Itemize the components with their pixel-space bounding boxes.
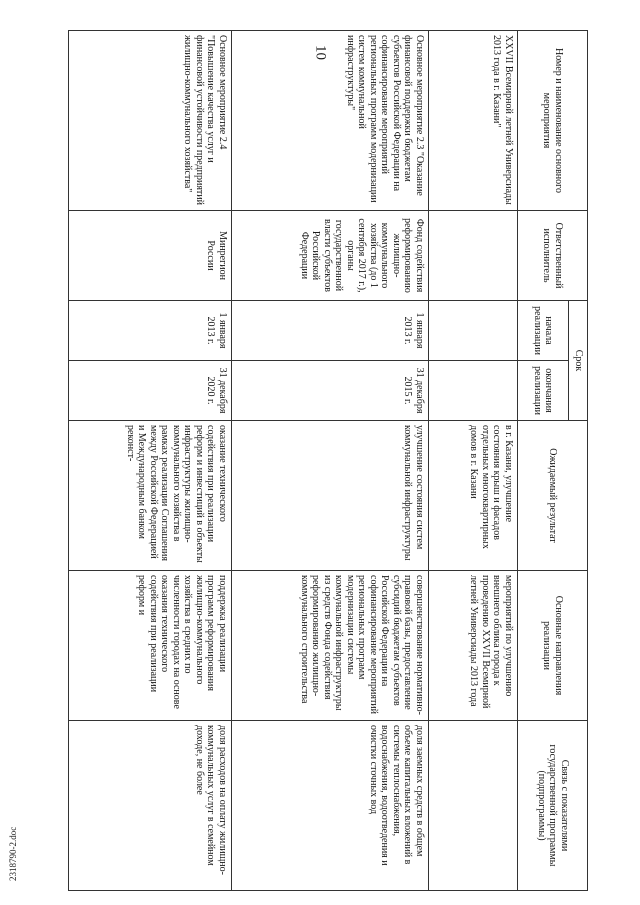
- directions-cell: мероприятий по улучшению внешнего облика города к проведению XXVII Всемирной летней Универсиады 2013 года: [429, 571, 518, 721]
- page-number: 10: [312, 45, 329, 60]
- executor-cell: [429, 211, 518, 301]
- table-row: [429, 31, 518, 891]
- table-row: [232, 31, 429, 891]
- header-executor: Ответственный исполнитель: [518, 211, 588, 301]
- executor-cell: Фонд содействия реформированию жилищно-коммунального хозяйства (до 1 сентября 2017 г.), органы государственной власти субъектов Российской Федерации: [232, 211, 429, 301]
- indicator-cell: [429, 721, 518, 891]
- activity-title: Основное мероприятие 2.3 "Оказание финансовой поддержки бюджетам субъектов Российской Федерации на софинансирование мероприятий региональных программ модернизации систем коммунальной инфраструктуры": [232, 31, 429, 211]
- header-term: Срок: [569, 301, 588, 421]
- header-indicators: Связь с показателями государственной программы (подпрограммы): [518, 721, 588, 891]
- directions-cell: поддержка реализации программ реформирования жилищно-коммунального хозяйства в средних по численности городах на основе оказания технического содействия при реализации реформ и: [69, 571, 232, 721]
- header-directions: Основные направления реализации: [518, 571, 588, 721]
- rotated-table-container: [68, 30, 588, 890]
- result-cell: улучшение состояния систем коммунальной инфраструктуры: [232, 421, 429, 571]
- start-date-cell: [429, 301, 518, 361]
- activity-title: Основное мероприятие 2.4 "Повышение качества услуг и финансовой устойчивости предприятий жилищно-коммунального хозяйства": [69, 31, 232, 211]
- start-date-cell: 1 января 2013 г.: [232, 301, 429, 361]
- indicator-cell: доля заемных средств в общем объеме капитальных вложений в системы теплоснабжения, водоснабжения, водоотведения и очистки сточных вод: [232, 721, 429, 891]
- end-date-cell: 31 декабря 2020 г.: [69, 361, 232, 421]
- table-header-row: [569, 31, 588, 891]
- result-cell: в г. Казани, улучшение состояния крыш и фасадов отдельных многоквартирных домов в г. Казани: [429, 421, 518, 571]
- activity-title: XXVII Всемирной летней Универсиады 2013 года в г. Казани": [429, 31, 518, 211]
- header-result: Ожидаемый результат: [518, 421, 588, 571]
- header-term-end: окончания реализации: [518, 361, 569, 421]
- header-term-start: начала реализации: [518, 301, 569, 361]
- end-date-cell: 31 декабря 2015 г.: [232, 361, 429, 421]
- start-date-cell: 1 января 2013 г.: [69, 301, 232, 361]
- executor-cell: Минрегион России: [69, 211, 232, 301]
- header-activity: Номер и наименование основного мероприятия: [518, 31, 588, 211]
- end-date-cell: [429, 361, 518, 421]
- directions-cell: совершенствование нормативно-правовой базы, предоставление субсидий бюджетам субъектов Российской Федерации на софинансирование мероприятий региональных программ модернизации системы коммунальной инфраструктуры из средств Фонда содействия реформированию жилищно-коммунального строительства: [232, 571, 429, 721]
- result-cell: оказание технического содействия при реализации реформ и инвестиций в объекты инфраструктуры жилищно-коммунального хозяйства в рамках реализации Соглашения между Российской Федерацией и Международным банком реконст-: [69, 421, 232, 571]
- indicator-cell: доля расходов на оплату жилищно-коммунальных услуг в семейном доходе, не более: [69, 721, 232, 891]
- program-activities-table: [68, 30, 588, 891]
- table-row: [69, 31, 232, 891]
- document-filename: 2318790-2.doc: [8, 826, 18, 881]
